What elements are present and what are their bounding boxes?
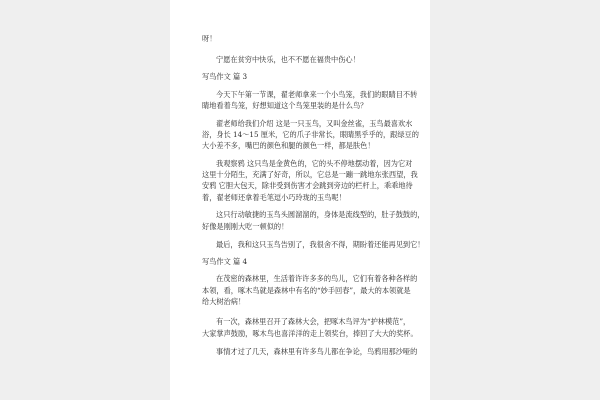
text-line: 这里十分陌生，充满了好奇，所以，它总是一蹦一跳地东张西望，我: [202, 170, 418, 179]
text-line: 着，翟老师还拿着毛笔逗小巧玲珑的玉鸟呢！: [202, 193, 346, 202]
text-line: 本领，看，啄木鸟就是森林中有名的“妙手回春”，最大的本领就是: [202, 286, 411, 295]
text-line: 翟老师给我们介绍 这是一只玉鸟，又叫金丝雀，玉鸟最喜欢水: [216, 119, 413, 128]
text-line: 浴，身长 14～15 厘米，它的爪子非常长，眼睛黑乎乎的，跟绿豆的: [202, 130, 419, 139]
document-page: [170, 0, 430, 400]
text-line: 大小差不多，嘴巴的颜色和腿的颜色一样，都是肤色！: [202, 141, 375, 150]
text-line: 在茂密的森林里，生活着许许多多的鸟儿，它们有着各种各样的: [216, 274, 418, 283]
text-line: 有一次，森林里召开了森林大会，把啄木鸟评为“护林模范”，: [216, 317, 411, 326]
text-line: 宁愿在贫穷中快乐，也不不愿在福贵中伤心！: [216, 55, 360, 64]
text-line: 我观察鸦 这只鸟是金黄色的，它的头不停地摆动着，因为它对: [216, 159, 413, 168]
text-line: 给大树治病！: [202, 297, 246, 306]
text-line: 这只行动敏捷的玉鸟头圆溜溜的，身体是流线型的，肚子鼓鼓的，: [216, 210, 425, 219]
section-heading: 写鸟作文 篇 4: [202, 257, 248, 266]
text-line: 好像是刚刚大吃一顿似的！: [202, 222, 289, 231]
text-line: 今天下午第一节课，翟老师拿来一个小鸟笼，我们的眼睛目不转: [216, 90, 418, 99]
section-heading: 写鸟作文 篇 3: [202, 72, 248, 81]
text-line: 安鸦 它胆大包天，除非受到伤害才会跳到旁边的栏杆上，乖乖地待: [202, 181, 413, 190]
text-line: 呀！: [202, 34, 217, 43]
text-line: 睛地看着鸟笼，好想知道这个鸟笼里装的是什么鸟？: [202, 101, 368, 110]
text-line: 最后，我和这只玉鸟告别了，我很舍不得，期盼着还能再见到它！: [216, 240, 425, 249]
text-line: 大家掌声鼓励，啄木鸟也喜洋洋的走上领奖台，捧回了大大的奖杯。: [202, 329, 418, 338]
text-line: 事情才过了几天，森林里有许多鸟儿都在争论，鸟鸦用那沙哑的: [216, 347, 418, 356]
